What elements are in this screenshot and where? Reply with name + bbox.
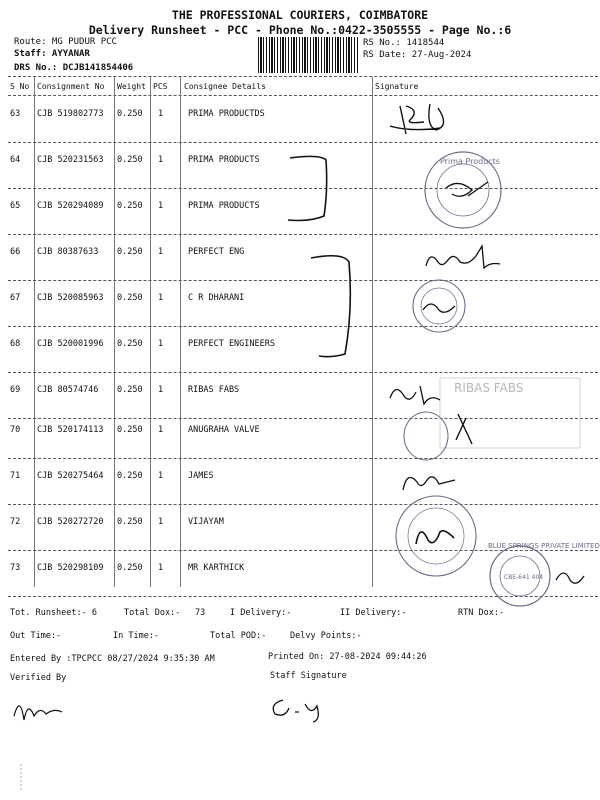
stamp-text: Prima Products [440,157,500,166]
out-time: Out Time:- [10,631,62,641]
col-consignee: Consignee Details [184,82,266,91]
table-row [0,326,600,372]
row-weight: 0.250 [117,293,143,303]
row-consignee: PRIMA PRODUCTS [188,155,260,165]
row-pcs: 1 [158,155,164,165]
row-consignment: CJB 80387633 [37,247,99,257]
stamp-text: CBE-641 404 [504,574,544,581]
header-top-rule [8,76,598,77]
row-pcs: 1 [158,471,164,481]
company-title: THE PROFESSIONAL COURIERS, COIMBATORE [171,8,429,22]
rtn-dox: RTN Dox:- [458,608,505,618]
stamp-text: BLUE SPRINGS PRIVATE LIMITED [488,542,600,550]
delvy-points: Delvy Points:- [290,631,362,641]
row-weight: 0.250 [117,247,143,257]
in-time: In Time:- [113,631,160,641]
printed-on: Printed On: 27-08-2024 09:44:26 [268,652,427,662]
signature-mark [420,240,510,280]
entered-by: Entered By :TPCPCC 08/27/2024 9:35:30 AM [10,654,215,664]
row-consignee: RIBAS FABS [188,385,240,395]
row-sno: 71 [10,471,21,481]
staff-signature [265,690,345,724]
bracket-mark [280,150,340,230]
row-pcs: 1 [158,339,164,349]
staff-label: Staff: AYYANAR [14,49,90,59]
rs-date: RS Date: 27-Aug-2024 [363,50,472,60]
row-consignee: PRIMA PRODUCTS [188,201,260,211]
row-weight: 0.250 [117,517,143,527]
table-row [0,458,600,504]
row-sno: 66 [10,247,21,257]
row-consignment: CJB 520231563 [37,155,104,165]
route-label: Route: MG PUDUR PCC [14,37,117,47]
row-sno: 73 [10,563,21,573]
row-consignment: CJB 80574746 [37,385,99,395]
row-sno: 64 [10,155,21,165]
row-consignee: ANUGRAHA VALVE [188,425,260,435]
row-consignment: CJB 520298109 [37,563,104,573]
row-consignee: PRIMA PRODUCTDS [188,109,265,119]
i-delivery: I Delivery:- [230,608,292,618]
row-weight: 0.250 [117,425,143,435]
company-stamp [418,148,508,238]
row-sno: 68 [10,339,21,349]
staff-signature-label: Staff Signature [270,671,347,681]
row-pcs: 1 [158,425,164,435]
row-pcs: 1 [158,517,164,527]
col-consignment: Consignment No [37,82,105,91]
row-sno: 69 [10,385,21,395]
verifier-signature [10,690,80,730]
row-pcs: 1 [158,247,164,257]
table-row [0,96,600,142]
row-pcs: 1 [158,293,164,303]
row-consignment: CJB 520085963 [37,293,104,303]
row-pcs: 1 [158,109,164,119]
col-weight: Weight [117,82,146,91]
row-sno: 65 [10,201,21,211]
signature-mark [380,96,480,140]
row-consignment: CJB 519802773 [37,109,104,119]
row-sno: 63 [10,109,21,119]
total-pod: Total POD:- [210,631,267,641]
row-consignment: CJB 520275464 [37,471,104,481]
company-stamp [405,276,475,336]
stamp-text: RIBAS FABS [454,381,524,395]
row-weight: 0.250 [117,563,143,573]
row-pcs: 1 [158,563,164,573]
edge-mark [18,762,24,792]
row-consignment: CJB 520272720 [37,517,104,527]
runsheet-subtitle: Delivery Runsheet - PCC - Phone No.:0422-3505555 - Page No.:6 [88,23,512,37]
row-consignment: CJB 520001996 [37,339,104,349]
company-stamp [392,492,482,582]
col-signature: Signature [375,82,419,91]
row-consignee: C R DHARANI [188,293,245,303]
rs-number: RS No.: 1418544 [363,38,445,48]
row-weight: 0.250 [117,109,143,119]
row-pcs: 1 [158,385,164,395]
row-sno: 70 [10,425,21,435]
row-weight: 0.250 [117,471,143,481]
blue-springs-stamp [478,540,598,610]
barcode [258,37,358,73]
row-weight: 0.250 [117,201,143,211]
drs-number: DRS No.: DCJB141854406 [14,63,134,73]
row-consignment: CJB 520294089 [37,201,104,211]
row-pcs: 1 [158,201,164,211]
row-consignee: MR KARTHICK [188,563,245,573]
row-sno: 67 [10,293,21,303]
col-pcs: PCS [153,82,168,91]
verified-by-label: Verified By [10,673,67,683]
row-sno: 72 [10,517,21,527]
ribas-stamp [380,374,590,464]
row-weight: 0.250 [117,155,143,165]
row-consignee: PERFECT ENGINEERS [188,339,275,349]
table-row [0,234,600,280]
bracket-mark [305,250,365,370]
row-consignee: JAMES [188,471,214,481]
total-dox-value: 73 [195,608,206,618]
total-dox-label: Total Dox:- [124,608,181,618]
tot-runsheet: Tot. Runsheet:- 6 [10,608,97,618]
row-consignment: CJB 520174113 [37,425,104,435]
row-consignee: VIJAYAM [188,517,224,527]
table-row [0,280,600,326]
row-weight: 0.250 [117,385,143,395]
row-consignee: PERFECT ENG [188,247,245,257]
ii-delivery: II Delivery:- [340,608,407,618]
row-weight: 0.250 [117,339,143,349]
col-sno: S No [10,82,30,91]
